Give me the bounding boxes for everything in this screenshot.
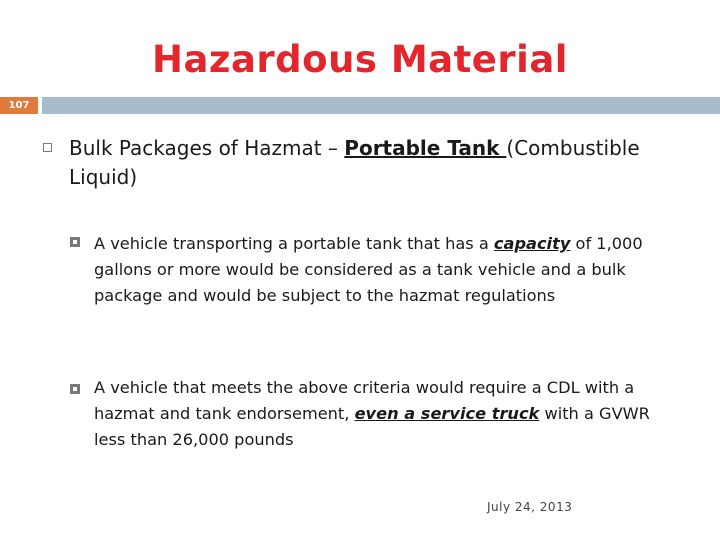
portable-tank-emphasis: Portable Tank <box>344 136 507 160</box>
bullet-text-suffix: (Combustible Liquid) <box>69 136 640 189</box>
sub-bullet-square-icon <box>69 383 81 395</box>
capacity-emphasis: capacity <box>493 234 571 253</box>
service-truck-emphasis: even a service truck <box>354 404 540 423</box>
bullet-text-prefix: Bulk Packages of Hazmat – <box>69 136 345 160</box>
sub-bullet-part2: with a GVWR less than 26,000 pounds <box>94 404 650 449</box>
sub-bullet-part1: A vehicle transporting a portable tank that has a <box>94 234 494 253</box>
bullet-text-bulk-packages <box>69 134 689 192</box>
slide-title: Hazardous Material <box>152 38 568 81</box>
slide-date: July 24, 2013 <box>487 500 573 514</box>
sub-bullet-part1: A vehicle that meets the above criteria would require a CDL with a hazmat and tank endorsement, <box>94 378 635 423</box>
sub-bullet-text-capacity <box>94 231 654 309</box>
sub-bullet-part2: of 1,000 gallons or more would be considered as a tank vehicle and a bulk package and would be subject to the hazmat regulations <box>94 234 643 305</box>
header-rule <box>42 97 720 114</box>
bullet-square-icon <box>43 143 52 152</box>
sub-bullet-square-icon <box>69 236 81 248</box>
slide-number: 107 <box>0 97 38 114</box>
sub-bullet-text-cdl <box>94 375 654 453</box>
